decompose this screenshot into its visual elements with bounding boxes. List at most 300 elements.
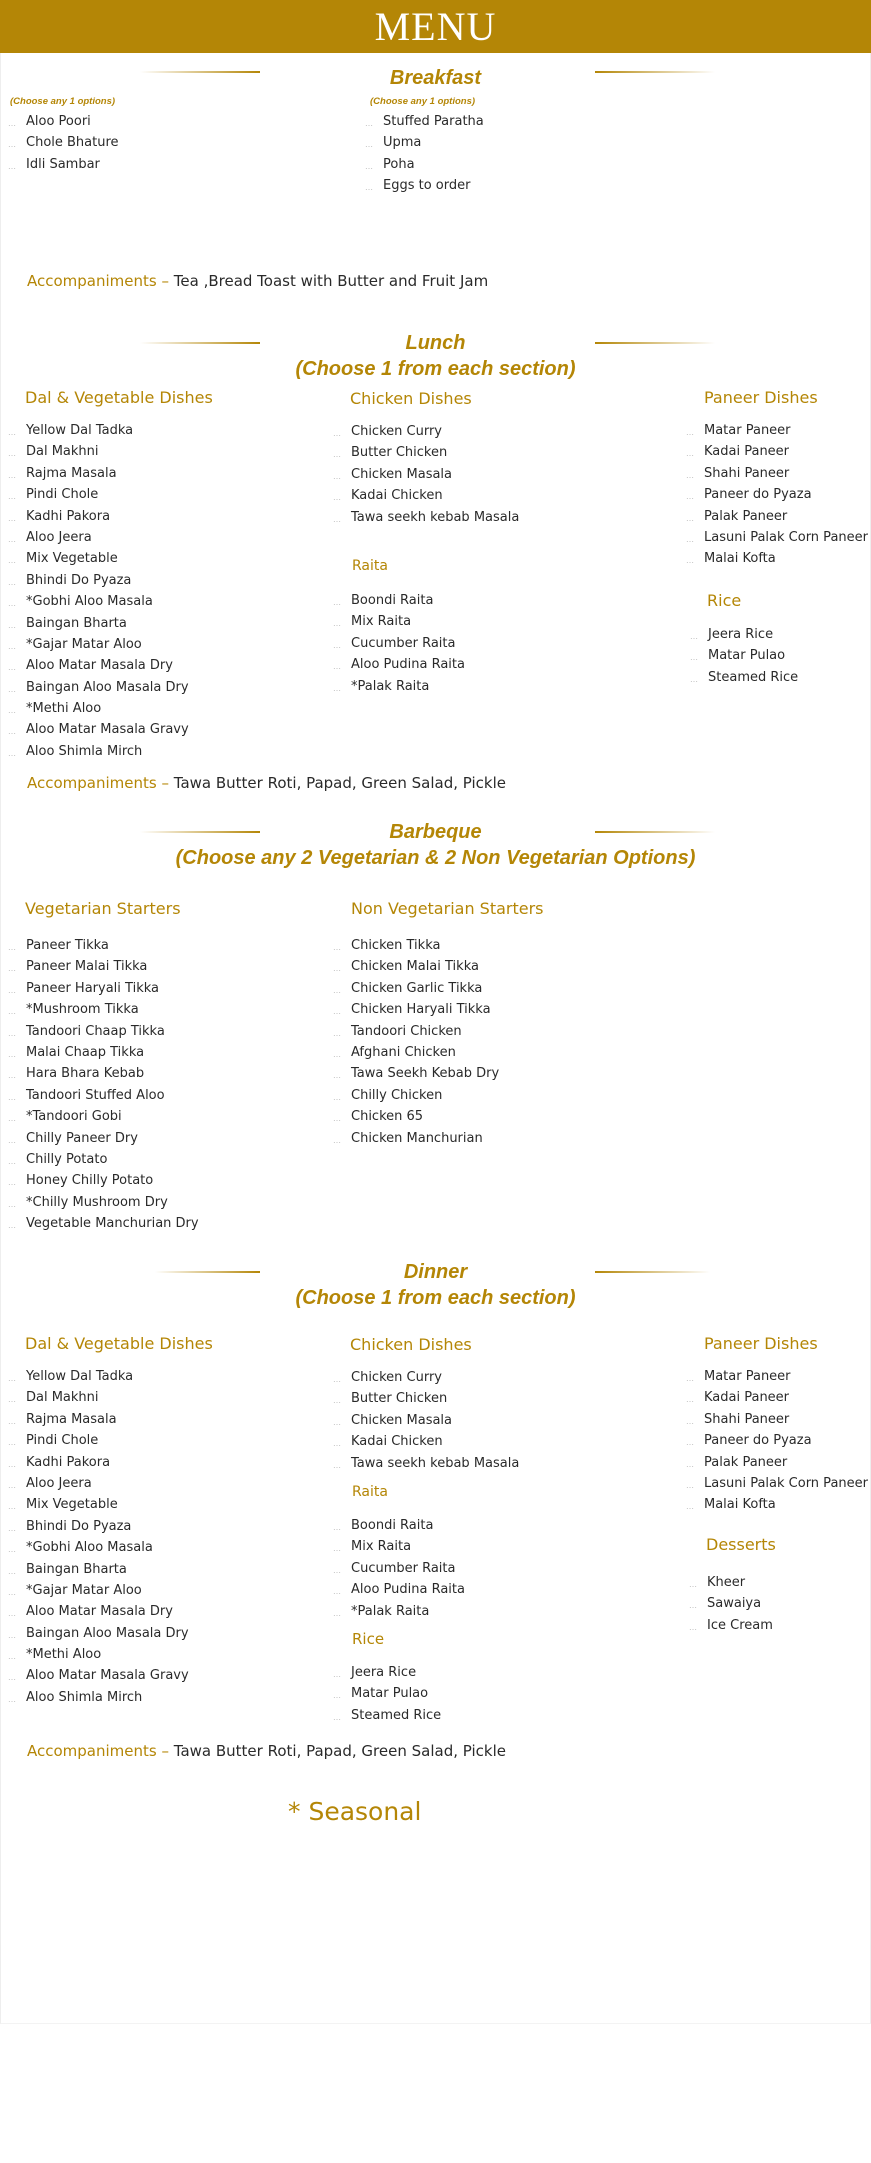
accompaniments-text: Tawa Butter Roti, Papad, Green Salad, Pickle	[173, 774, 506, 792]
menu-item	[365, 175, 484, 196]
bullet-icon: …	[8, 1502, 16, 1512]
bullet-icon: …	[333, 1135, 341, 1145]
bullet-icon: …	[8, 706, 16, 716]
accompaniments-text: Tawa Butter Roti, Papad, Green Salad, Pickle	[173, 1742, 506, 1760]
bullet-icon: …	[365, 183, 373, 193]
lunch-title: Lunch	[405, 332, 466, 354]
bullet-icon: …	[690, 653, 698, 663]
bullet-icon: …	[333, 1114, 341, 1124]
bullet-icon: …	[333, 1071, 341, 1081]
lunch-paneer-heading: Paneer Dishes	[704, 388, 818, 407]
menu-item	[690, 667, 798, 688]
menu-item-label: Cucumber Raita	[351, 1560, 456, 1576]
bullet-icon: …	[333, 450, 341, 460]
menu-item	[686, 484, 868, 505]
menu-item	[333, 1579, 465, 1600]
menu-item-label: Lasuni Palak Corn Paneer	[704, 1475, 868, 1491]
bullet-icon: …	[333, 471, 341, 481]
lunch-chicken-heading: Chicken Dishes	[350, 389, 472, 408]
breakfast-right-list	[365, 111, 484, 197]
bullet-icon: …	[8, 428, 16, 437]
menu-item	[8, 1494, 189, 1515]
bbq-nonveg-heading: Non Vegetarian Starters	[351, 899, 544, 918]
bullet-icon: …	[8, 1566, 16, 1576]
bullet-icon: …	[686, 428, 694, 437]
menu-item	[8, 1063, 199, 1084]
menu-item-label: Paneer Tikka	[26, 938, 109, 953]
menu-item	[686, 1366, 868, 1387]
menu-item	[8, 420, 189, 441]
menu-item-label: Tandoori Stuffed Aloo	[26, 1087, 165, 1103]
menu-item-label: Yellow Dal Tadka	[26, 423, 134, 438]
accompaniments-label: Accompaniments –	[27, 272, 169, 290]
bullet-icon: …	[689, 1580, 697, 1589]
bullet-icon: …	[333, 1092, 341, 1102]
menu-item	[686, 1473, 868, 1494]
menu-item-label: Butter Chicken	[351, 445, 448, 461]
menu-item-label: Chicken Tikka	[351, 938, 441, 953]
menu-item	[333, 507, 519, 528]
bullet-icon: …	[686, 1459, 694, 1469]
bullet-icon: …	[333, 1544, 341, 1554]
menu-item	[8, 1170, 199, 1191]
menu-item-label: *Methi Aloo	[26, 1647, 102, 1663]
bullet-icon: …	[333, 1460, 341, 1470]
bullet-icon: …	[8, 1156, 16, 1166]
accompaniments-label: Accompaniments –	[27, 774, 169, 792]
menu-item-label: Chole Bhature	[26, 135, 119, 151]
bullet-icon: …	[333, 1565, 341, 1575]
menu-item-label: Baingan Bharta	[26, 1561, 127, 1577]
menu-item-label: Kheer	[707, 1575, 746, 1590]
menu-item-label: Shahi Paneer	[704, 465, 790, 481]
menu-item	[689, 1593, 773, 1614]
menu-item	[689, 1615, 773, 1636]
menu-item	[686, 1409, 868, 1430]
seasonal-note: * Seasonal	[288, 1797, 422, 1826]
menu-item	[8, 1516, 189, 1537]
menu-item	[8, 154, 119, 175]
menu-item	[333, 978, 499, 999]
menu-item	[365, 154, 484, 175]
menu-item-label: Chicken Haryali Tikka	[351, 1002, 491, 1018]
menu-item-label: Malai Chaap Tikka	[26, 1044, 145, 1060]
bullet-icon: …	[690, 632, 698, 641]
bullet-icon: …	[333, 514, 341, 524]
dinner-chicken-heading: Chicken Dishes	[350, 1335, 472, 1354]
bullet-icon: …	[8, 1459, 16, 1469]
bullet-icon: …	[8, 1587, 16, 1597]
menu-item-label: Idli Sambar	[26, 156, 100, 172]
menu-item-label: Butter Chicken	[351, 1391, 448, 1407]
menu-item	[333, 654, 465, 675]
bullet-icon: …	[8, 1071, 16, 1081]
barbeque-title: Barbeque	[389, 821, 482, 843]
lunch-rice-list	[690, 624, 798, 688]
menu-item-label: Boondi Raita	[351, 593, 434, 608]
menu-item	[8, 999, 199, 1020]
menu-item-label: Hara Bhara Kebab	[26, 1066, 145, 1082]
menu-item	[8, 463, 189, 484]
menu-item	[8, 719, 189, 740]
dinner-rice-list	[333, 1662, 441, 1726]
menu-item-label: Chicken Garlic Tikka	[351, 980, 483, 996]
dinner-dal-list	[8, 1366, 189, 1708]
menu-item	[8, 1430, 189, 1451]
bullet-icon: …	[8, 1028, 16, 1038]
bullet-icon: …	[686, 513, 694, 523]
menu-item	[333, 999, 499, 1020]
bullet-icon: …	[333, 1608, 341, 1618]
menu-item-label: *Palak Raita	[351, 1603, 430, 1619]
menu-item	[8, 1580, 189, 1601]
bullet-icon: …	[333, 1587, 341, 1597]
menu-item-label: Kadai Paneer	[704, 444, 790, 460]
bullet-icon: …	[333, 943, 341, 952]
bullet-icon: …	[333, 1028, 341, 1038]
menu-item	[690, 624, 798, 645]
menu-item	[8, 1601, 189, 1622]
menu-item-label: Kadai Chicken	[351, 488, 443, 504]
menu-item-label: Chicken Curry	[351, 424, 442, 439]
menu-item	[333, 1021, 499, 1042]
menu-item-label: Upma	[383, 135, 422, 151]
bullet-icon: …	[8, 140, 16, 150]
breakfast-left-list	[8, 111, 119, 175]
menu-item-label: Matar Paneer	[704, 1369, 791, 1384]
menu-item	[8, 1687, 189, 1708]
bullet-icon: …	[8, 470, 16, 480]
bullet-icon: …	[333, 1523, 341, 1532]
menu-item-label: Baingan Aloo Masala Dry	[26, 679, 189, 695]
menu-item	[686, 420, 868, 441]
menu-title: MENU	[374, 4, 497, 49]
menu-item-label: Vegetable Manchurian Dry	[26, 1216, 199, 1232]
menu-item	[333, 1705, 441, 1726]
menu-item	[8, 1021, 199, 1042]
menu-item	[686, 1452, 868, 1473]
menu-item-label: Pindi Chole	[26, 1433, 99, 1449]
menu-item-label: Bhindi Do Pyaza	[26, 1518, 132, 1534]
menu-item	[686, 548, 868, 569]
menu-item	[8, 527, 189, 548]
menu-item	[8, 484, 189, 505]
bullet-icon: …	[686, 1374, 694, 1383]
bullet-icon: …	[690, 674, 698, 684]
menu-item-label: *Mushroom Tikka	[26, 1002, 139, 1018]
breakfast-title: Breakfast	[389, 67, 482, 89]
bullet-icon: …	[8, 943, 16, 952]
menu-item	[8, 935, 199, 956]
bullet-icon: …	[333, 1439, 341, 1449]
menu-item	[8, 1559, 189, 1580]
bullet-icon: …	[8, 1630, 16, 1640]
menu-item-label: Chilly Paneer Dry	[26, 1130, 138, 1146]
menu-item-label: Kadai Paneer	[704, 1390, 790, 1406]
menu-item-label: Chicken Malai Tikka	[351, 959, 479, 975]
menu-item-label: *Palak Raita	[351, 678, 430, 694]
menu-item	[333, 1453, 519, 1474]
menu-item-label: Malai Kofta	[704, 1497, 776, 1513]
menu-item-label: Matar Paneer	[704, 423, 791, 438]
bullet-icon: …	[8, 1652, 16, 1662]
bullet-icon: …	[8, 684, 16, 694]
menu-item	[333, 1085, 499, 1106]
dinner-rice-heading: Rice	[352, 1630, 385, 1648]
menu-item	[8, 506, 189, 527]
menu-item-label: Jeera Rice	[708, 627, 774, 642]
menu-item	[8, 1366, 189, 1387]
menu-item	[690, 645, 798, 666]
menu-item-label: Tandoori Chaap Tikka	[26, 1023, 165, 1039]
menu-item	[8, 570, 189, 591]
menu-item	[8, 1665, 189, 1686]
menu-item-label: Yellow Dal Tadka	[26, 1369, 134, 1384]
bullet-icon: …	[8, 449, 16, 459]
menu-item	[333, 1042, 499, 1063]
bullet-icon: …	[8, 1374, 16, 1383]
menu-item-label: Sawaiya	[707, 1596, 762, 1612]
menu-item-label: Chicken Masala	[351, 466, 453, 482]
bullet-icon: …	[8, 1523, 16, 1533]
menu-item-label: Chilly Chicken	[351, 1087, 443, 1103]
menu-item-label: Jeera Rice	[351, 1665, 417, 1680]
menu-item	[333, 464, 519, 485]
menu-item	[333, 1662, 441, 1683]
menu-item-label: Pindi Chole	[26, 487, 99, 503]
menu-item	[8, 1644, 189, 1665]
menu-item	[333, 611, 465, 632]
bullet-icon: …	[8, 1673, 16, 1683]
barbeque-subtitle: (Choose any 2 Vegetarian & 2 Non Vegetarian Options)	[175, 847, 696, 869]
menu-item-label: *Gobhi Aloo Masala	[26, 1540, 153, 1556]
menu-item	[333, 1431, 519, 1452]
menu-item-label: Mix Vegetable	[26, 551, 118, 567]
menu-item-label: Mix Vegetable	[26, 1497, 118, 1513]
menu-item-label: Kadai Chicken	[351, 1434, 443, 1450]
menu-item	[8, 111, 119, 132]
menu-item-label: Malai Kofta	[704, 551, 776, 567]
menu-item	[8, 1623, 189, 1644]
menu-item	[333, 956, 499, 977]
menu-item	[8, 741, 189, 762]
dinner-title: Dinner	[403, 1261, 468, 1283]
bullet-icon: …	[8, 599, 16, 609]
bullet-icon: …	[8, 1395, 16, 1405]
bullet-icon: …	[333, 619, 341, 629]
menu-item	[686, 1387, 868, 1408]
menu-item-label: Stuffed Paratha	[383, 114, 484, 129]
bbq-veg-heading: Vegetarian Starters	[25, 899, 181, 918]
lunch-rice-heading: Rice	[707, 591, 742, 610]
menu-item-label: Aloo Shimla Mirch	[26, 743, 143, 759]
menu-item	[333, 633, 465, 654]
menu-item	[686, 506, 868, 527]
bullet-icon: …	[8, 1114, 16, 1124]
menu-item	[333, 1063, 499, 1084]
menu-item-label: Chilly Potato	[26, 1151, 108, 1167]
lunch-paneer-list	[686, 420, 868, 570]
menu-item-label: *Gajar Matar Aloo	[26, 1582, 142, 1598]
bullet-icon: …	[8, 1609, 16, 1619]
bullet-icon: …	[8, 1545, 16, 1555]
menu-item-label: Dal Makhni	[26, 1390, 99, 1406]
bullet-icon: …	[365, 140, 373, 150]
bullet-icon: …	[333, 1712, 341, 1722]
menu-item	[333, 421, 519, 442]
menu-item-label: Rajma Masala	[26, 465, 117, 481]
menu-item	[8, 1387, 189, 1408]
menu-item	[333, 1683, 441, 1704]
menu-item-label: Paneer Malai Tikka	[26, 959, 148, 975]
menu-item-label: Chicken Manchurian	[351, 1130, 483, 1146]
bullet-icon: …	[8, 1221, 16, 1231]
menu-item-label: Aloo Jeera	[26, 1475, 92, 1491]
menu-item	[333, 1128, 499, 1149]
bullet-icon: …	[333, 1396, 341, 1406]
menu-item-label: Afghani Chicken	[351, 1044, 456, 1060]
menu-item-label: Matar Pulao	[351, 1686, 429, 1702]
menu-item-label: Kadhi Pakora	[26, 508, 111, 524]
menu-item	[686, 463, 868, 484]
menu-item	[333, 1106, 499, 1127]
bullet-icon: …	[8, 492, 16, 502]
menu-item-label: Paneer do Pyaza	[704, 1433, 812, 1449]
bullet-icon: …	[686, 449, 694, 459]
bullet-icon: …	[8, 748, 16, 758]
menu-item-label: Mix Raita	[351, 614, 412, 630]
menu-item	[689, 1572, 773, 1593]
bullet-icon: …	[686, 534, 694, 544]
bullet-icon: …	[8, 577, 16, 587]
lunch-subtitle: (Choose 1 from each section)	[295, 358, 576, 380]
bullet-icon: …	[686, 470, 694, 480]
dinner-accompaniments	[27, 1742, 506, 1760]
lunch-raita-heading: Raita	[352, 558, 388, 574]
menu-item-label: *Chilly Mushroom Dry	[26, 1194, 168, 1210]
menu-item-label: Honey Chilly Potato	[26, 1173, 154, 1189]
bullet-icon: …	[333, 1049, 341, 1059]
menu-item	[8, 1042, 199, 1063]
menu-item-label: Tandoori Chicken	[351, 1023, 462, 1039]
lunch-chicken-list	[333, 421, 519, 528]
menu-item	[365, 111, 484, 132]
menu-item	[333, 676, 465, 697]
dinner-chicken-list	[333, 1367, 519, 1474]
menu-item	[333, 590, 465, 611]
bullet-icon: …	[8, 1694, 16, 1704]
menu-item	[333, 1536, 465, 1557]
dinner-paneer-list	[686, 1366, 868, 1516]
bullet-icon: …	[8, 1092, 16, 1102]
breakfast-accompaniments	[27, 272, 488, 290]
bullet-icon: …	[333, 1670, 341, 1679]
accompaniments-label: Accompaniments –	[27, 1742, 169, 1760]
menu-item	[8, 613, 189, 634]
bullet-icon: …	[8, 727, 16, 737]
menu-item-label: Chicken 65	[351, 1109, 424, 1125]
bullet-icon: …	[8, 663, 16, 673]
menu-item-label: Poha	[383, 156, 415, 172]
menu-item-label: Palak Paneer	[704, 1454, 788, 1470]
menu-item	[8, 1192, 199, 1213]
menu-item-label: Tawa seekh kebab Masala	[351, 1455, 520, 1471]
bullet-icon: …	[686, 1480, 694, 1490]
menu-item	[8, 1452, 189, 1473]
menu-item-label: Kadhi Pakora	[26, 1454, 111, 1470]
bullet-icon: …	[8, 1416, 16, 1426]
bullet-icon: …	[8, 1438, 16, 1448]
menu-item-label: Steamed Rice	[708, 669, 799, 685]
menu-item-label: Boondi Raita	[351, 1518, 434, 1533]
bullet-icon: …	[365, 119, 373, 128]
bullet-icon: …	[8, 641, 16, 651]
menu-item-label: Cucumber Raita	[351, 635, 456, 651]
bullet-icon: …	[8, 1135, 16, 1145]
menu-item-label: Aloo Pudina Raita	[351, 657, 465, 673]
menu-item	[8, 655, 189, 676]
bullet-icon: …	[333, 429, 341, 438]
menu-item	[8, 1128, 199, 1149]
menu-item	[333, 442, 519, 463]
bullet-icon: …	[333, 1417, 341, 1427]
menu-item-label: Steamed Rice	[351, 1707, 442, 1723]
dinner-desserts-list	[689, 1572, 773, 1636]
menu-item-label: Palak Paneer	[704, 508, 788, 524]
dinner-dal-heading: Dal & Vegetable Dishes	[25, 1334, 213, 1353]
menu-item-label: *Gobhi Aloo Masala	[26, 594, 153, 610]
menu-item-label: Chicken Masala	[351, 1412, 453, 1428]
menu-item	[333, 1515, 465, 1536]
bullet-icon: …	[8, 1199, 16, 1209]
bullet-icon: …	[333, 640, 341, 650]
bullet-icon: …	[8, 556, 16, 566]
menu-item-label: *Gajar Matar Aloo	[26, 636, 142, 652]
bullet-icon: …	[333, 493, 341, 503]
menu-header	[0, 0, 871, 53]
bullet-icon: …	[8, 1007, 16, 1017]
bullet-icon: …	[365, 161, 373, 171]
menu-item-label: Aloo Jeera	[26, 529, 92, 545]
bullet-icon: …	[8, 964, 16, 974]
menu-item-label: Aloo Matar Masala Dry	[26, 1604, 173, 1620]
menu-item	[8, 1106, 199, 1127]
menu-item	[333, 485, 519, 506]
dinner-paneer-heading: Paneer Dishes	[704, 1334, 818, 1353]
bullet-icon: …	[333, 598, 341, 607]
menu-item	[8, 677, 189, 698]
menu-item-label: Tawa Seekh Kebab Dry	[351, 1066, 500, 1082]
breakfast-note-right: (Choose any 1 options)	[370, 96, 476, 107]
menu-item	[8, 956, 199, 977]
bullet-icon: …	[333, 985, 341, 995]
menu-item-label: Aloo Poori	[26, 114, 91, 129]
menu-item-label: Paneer do Pyaza	[704, 487, 812, 503]
menu-item	[333, 935, 499, 956]
menu-item	[8, 1213, 199, 1234]
menu-item	[8, 441, 189, 462]
menu-item	[8, 634, 189, 655]
menu-item	[333, 1601, 465, 1622]
bullet-icon: …	[333, 662, 341, 672]
menu-item-label: Shahi Paneer	[704, 1411, 790, 1427]
dinner-raita-list	[333, 1515, 465, 1622]
menu-item-label: Aloo Matar Masala Gravy	[26, 1668, 189, 1684]
menu-item-label: Rajma Masala	[26, 1411, 117, 1427]
menu-item	[686, 1494, 868, 1515]
bullet-icon: …	[689, 1622, 697, 1632]
dinner-desserts-heading: Desserts	[706, 1535, 776, 1554]
